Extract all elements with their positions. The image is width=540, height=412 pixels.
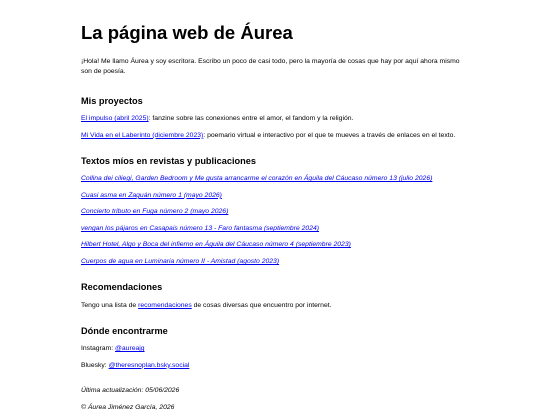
page-title: La página web de Áurea <box>81 22 293 43</box>
bluesky-link[interactable]: @theresnoplan.bsky.social <box>108 361 190 369</box>
recommendations-text-after: de cosas diversas que encuentro por internet. <box>191 301 332 309</box>
footer <box>81 386 466 412</box>
publication-item <box>81 224 466 234</box>
publication-link[interactable]: Hilbert Hotel, Algo y Boca del infierno en Águila del Cáucaso número 4 (septiembre 2023) <box>81 241 351 249</box>
publication-link[interactable]: Cuasi asma en Zaguán número 1 (mayo 2026) <box>81 191 222 199</box>
recommendations-heading: Recomendaciones <box>81 282 163 293</box>
intro-paragraph: ¡Hola! Me llamo Áurea y soy escritora. Escribo un poco de casi todo, pero la mayoría de cosas que hay por aquí ahora mismo son de poesía. <box>81 58 460 75</box>
instagram-link[interactable]: @aureajg <box>115 345 145 353</box>
find-me-heading: Dónde encontrarme <box>81 326 168 337</box>
bluesky-line <box>81 361 466 371</box>
instagram-line <box>81 344 466 354</box>
publication-link[interactable]: Cuerpos de agua en Luminaria número II - Amistad (agosto 2023) <box>81 257 280 265</box>
recommendations-link[interactable]: recomendaciones <box>138 301 192 309</box>
recommendations-section <box>81 282 466 310</box>
project-item <box>81 131 466 141</box>
publications-heading: Textos míos en revistas y publicaciones <box>81 156 256 167</box>
publication-item <box>81 174 466 184</box>
project-description: : fanzine sobre las conexiones entre el amor, el fandom y la religión. <box>148 115 354 123</box>
copyright: © Áurea Jiménez García, 2026 <box>81 403 175 411</box>
last-updated: Última actualización: 05/06/2026 <box>81 387 180 395</box>
project-link-el-impulso[interactable]: El impulso (abril 2025) <box>81 115 149 123</box>
publication-item <box>81 240 466 250</box>
project-item <box>81 114 466 124</box>
projects-heading: Mis proyectos <box>81 96 143 107</box>
publication-item <box>81 191 466 201</box>
recommendations-text-before: Tengo una lista de <box>81 301 139 309</box>
publication-link[interactable]: vengan los pájaros en Casapais número 13 - Faro fantasma (septiembre 2024) <box>81 224 320 232</box>
bluesky-label: Bluesky: <box>81 361 109 369</box>
projects-section <box>81 96 466 140</box>
instagram-label: Instagram: <box>81 345 115 353</box>
find-me-section <box>81 326 466 370</box>
publication-link[interactable]: Concierto tributo en Fuga número 2 (mayo 2026) <box>81 208 229 216</box>
project-link-mi-vida-en-el-laberinto[interactable]: Mi Vida en el Laberinto (diciembre 2023) <box>81 131 204 139</box>
publication-link[interactable]: Collina dei ciliegi, Garden Bedroom y Me gusta arrancarme el corazón en Águila del Cáucaso número 13 (julio 2026) <box>81 175 433 183</box>
recommendations-text <box>81 301 466 311</box>
publication-item <box>81 207 466 217</box>
publication-item <box>81 257 466 267</box>
project-description: : poemario virtual e interactivo por el que te mueves a través de enlaces en el texto. <box>203 131 456 139</box>
publications-section <box>81 156 466 266</box>
